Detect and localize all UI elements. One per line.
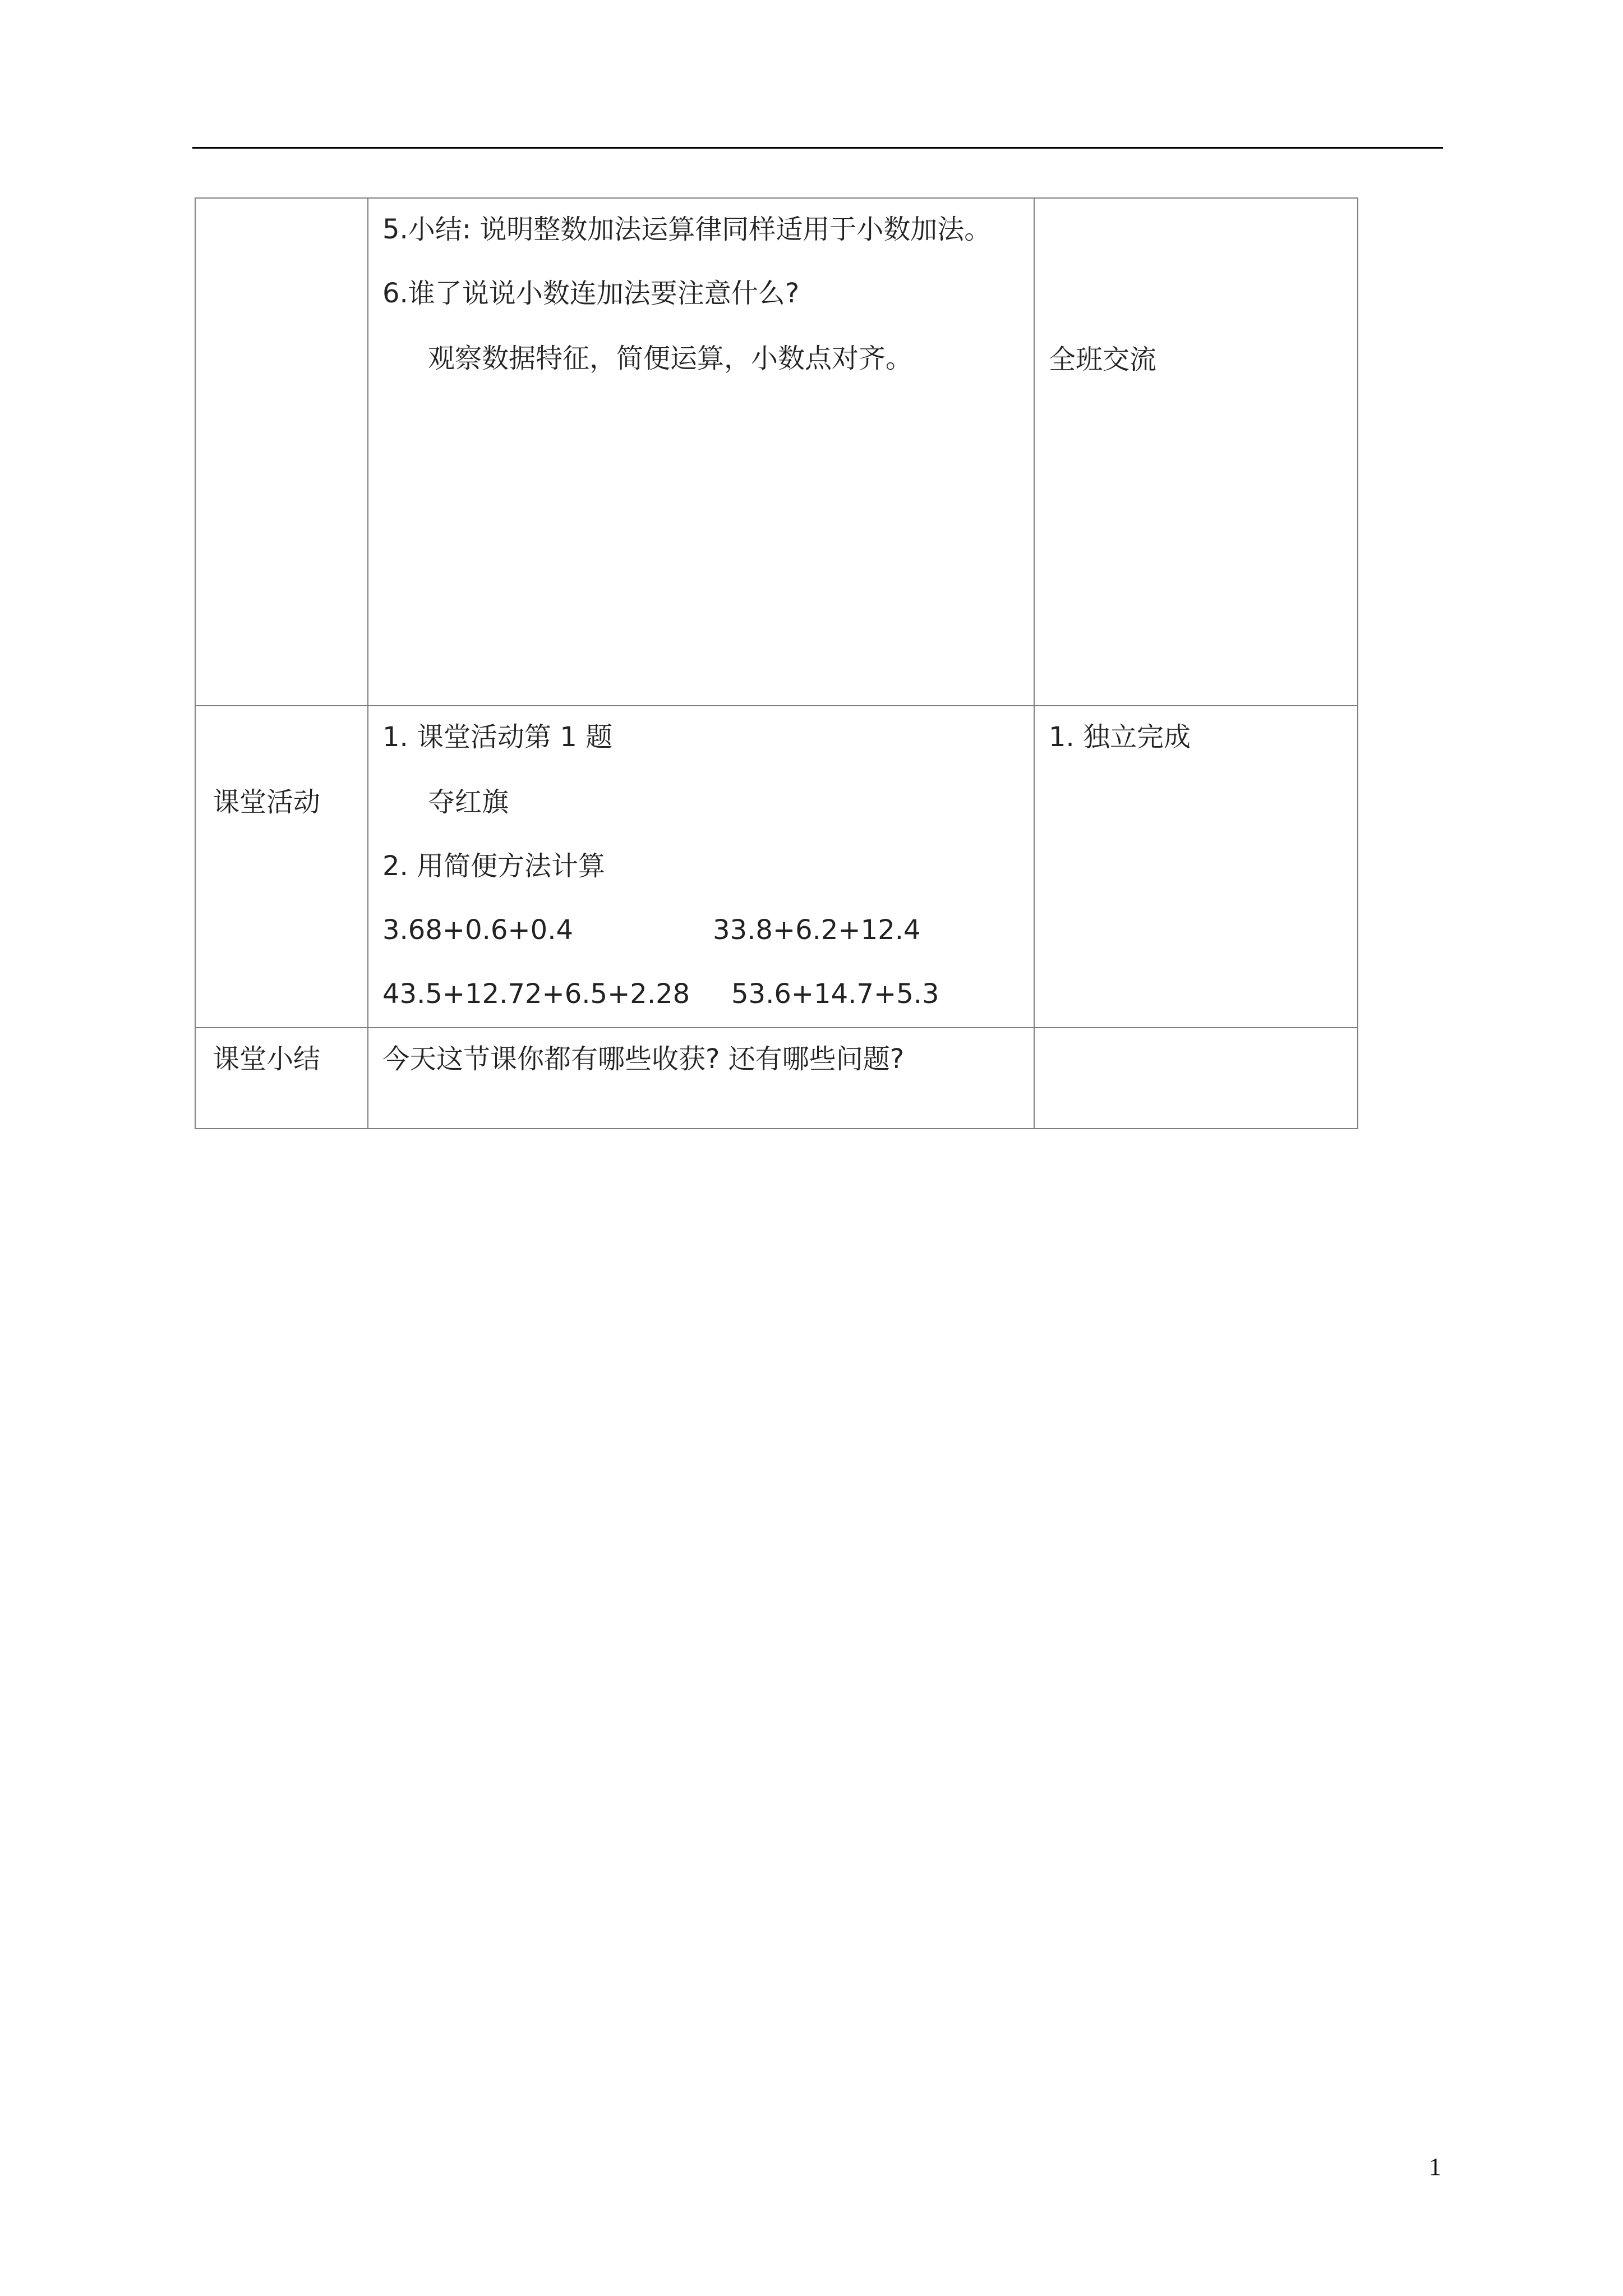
content-cell: [368, 198, 1034, 706]
page-number: 1: [1429, 2153, 1441, 2180]
table-row: [195, 198, 1358, 706]
activity-cell: [1034, 706, 1358, 1028]
row-label: 课堂小结: [213, 1043, 321, 1075]
activity-text: 全班交流: [1049, 344, 1157, 375]
summary-question: 今天这节课你都有哪些收获? 还有哪些问题?: [382, 1043, 905, 1075]
row-label: 课堂活动: [213, 786, 321, 818]
question-text: 6.谁了说说小数连加法要注意什么?: [382, 278, 800, 309]
header-rule: [192, 147, 1443, 149]
row-label-cell: [195, 1028, 368, 1129]
activity-cell: [1034, 1028, 1358, 1129]
exercise-instruction: 2. 用简便方法计算: [382, 850, 606, 882]
row-label-cell: [195, 198, 368, 706]
activity-subitem: 夺红旗: [428, 786, 509, 818]
content-cell: [368, 706, 1034, 1028]
math-expression: 43.5+12.72+6.5+2.28: [382, 978, 690, 1010]
row-label-cell: [195, 706, 368, 1028]
math-expression: 33.8+6.2+12.4: [713, 914, 921, 946]
content-cell: [368, 1028, 1034, 1129]
table-row: [195, 706, 1358, 1028]
answer-text: 观察数据特征，简便运算，小数点对齐。: [428, 343, 913, 374]
table-row: [195, 1028, 1358, 1129]
activity-text: 1. 独立完成: [1049, 721, 1191, 753]
activity-cell: [1034, 198, 1358, 706]
lesson-plan-table: [195, 197, 1358, 1129]
activity-item: 1. 课堂活动第 1 题: [382, 721, 613, 753]
math-expression: 3.68+0.6+0.4: [382, 914, 573, 946]
summary-text: 5.小结: 说明整数加法运算律同样适用于小数加法。: [382, 214, 992, 245]
math-expression: 53.6+14.7+5.3: [731, 978, 939, 1010]
